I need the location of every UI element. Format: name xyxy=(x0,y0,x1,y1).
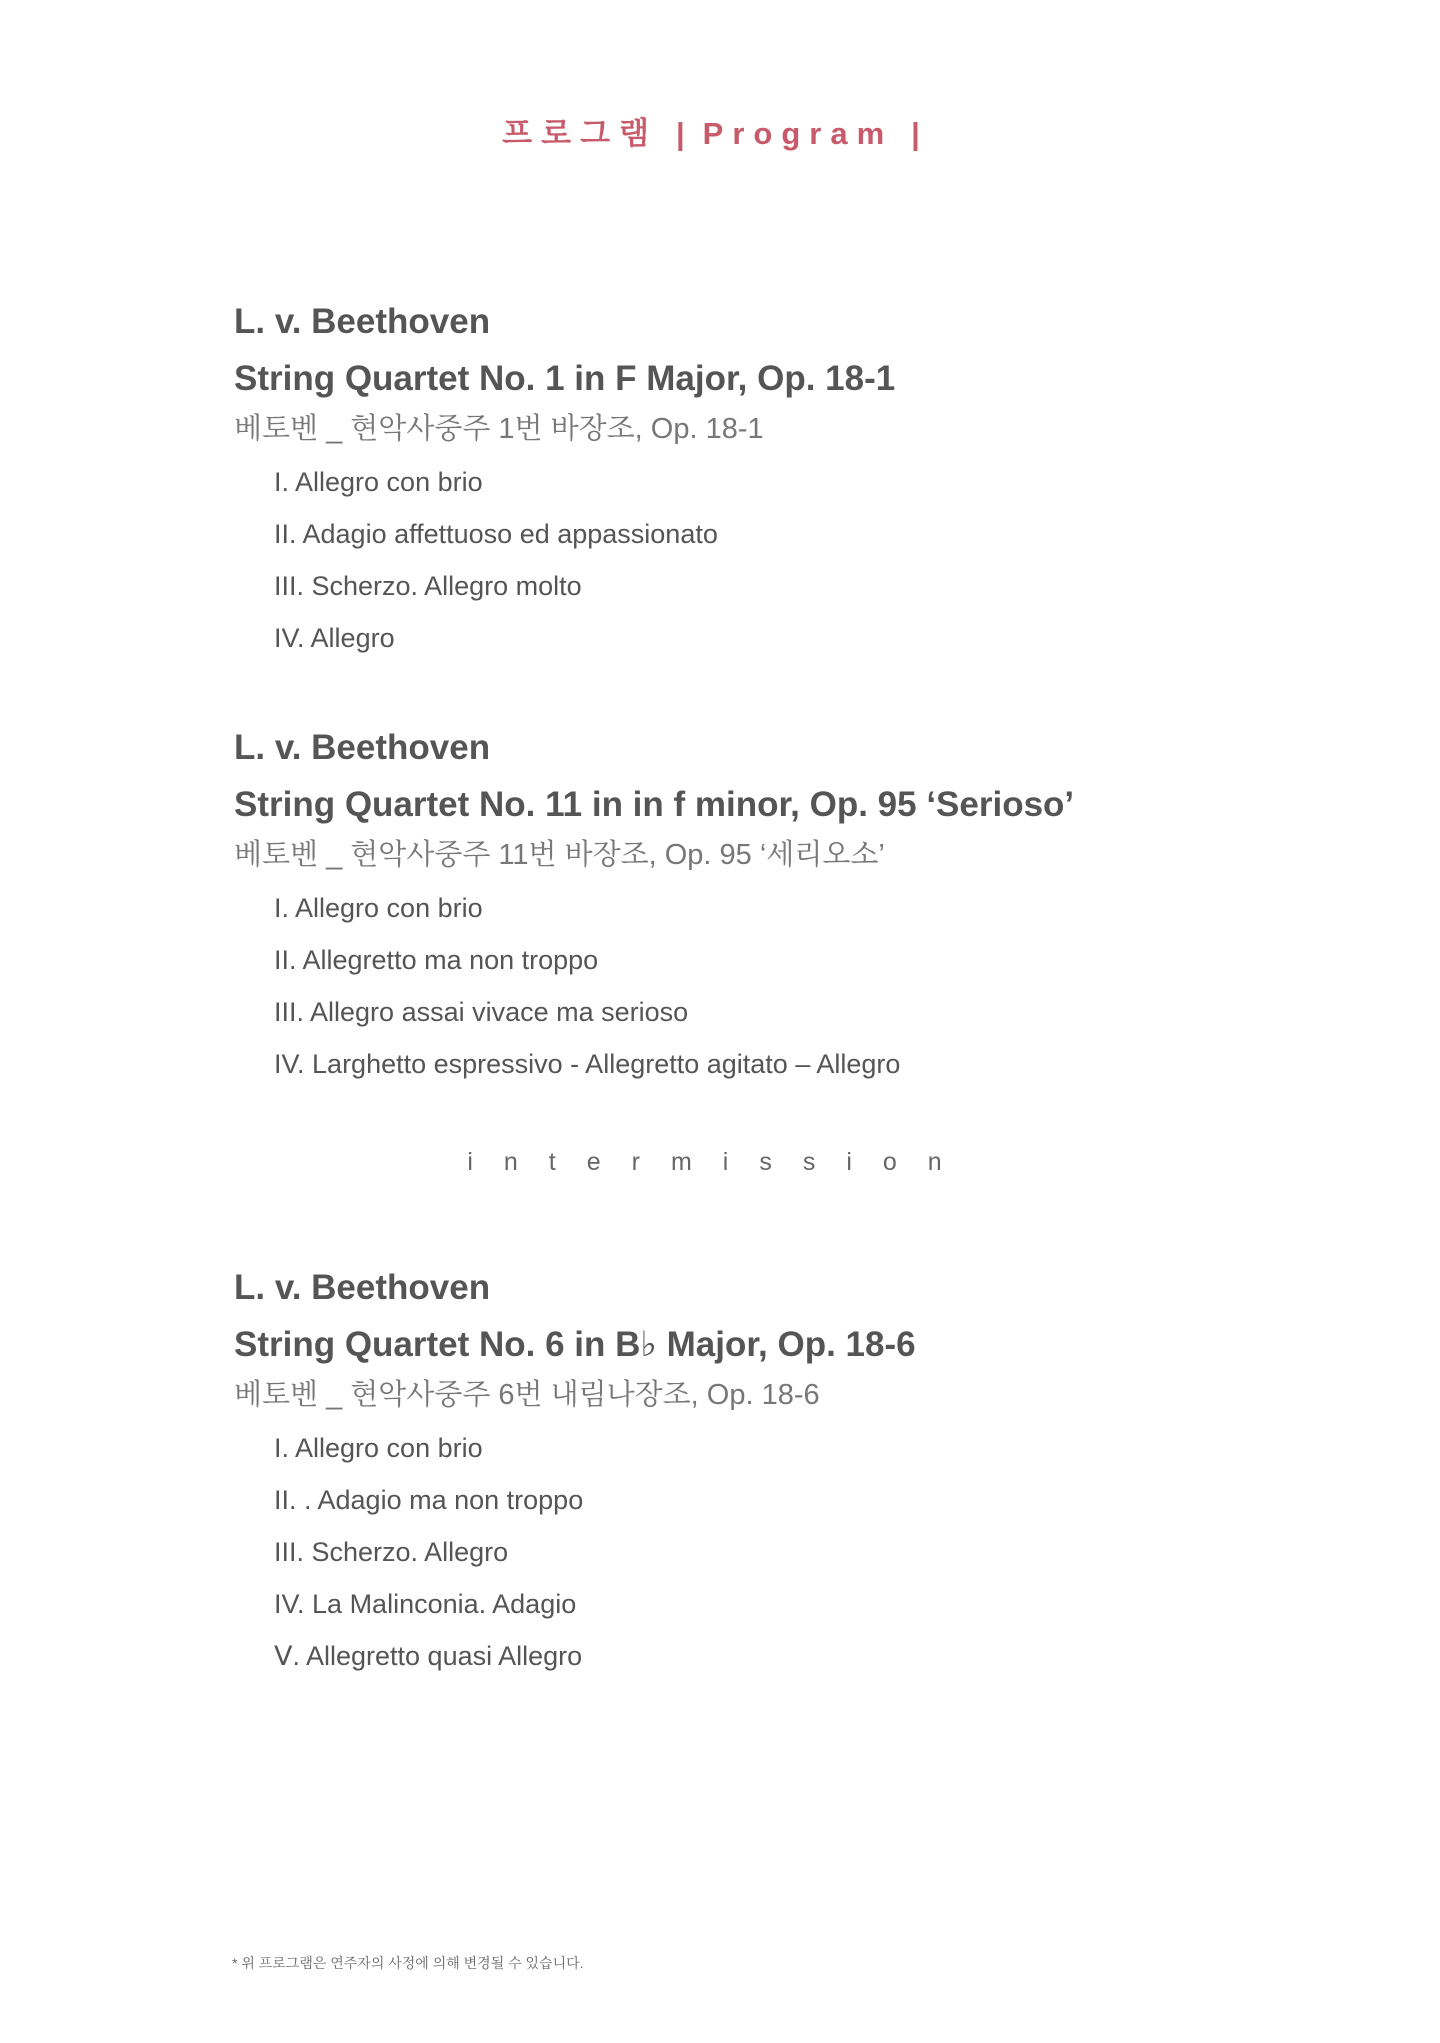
page-title xyxy=(0,108,1440,153)
work-title: String Quartet No. 11 in in f minor, Op. 95 ‘Serioso’ xyxy=(234,785,1075,824)
footnote: * 위 프로그램은 연주자의 사정에 의해 변경될 수 있습니다. xyxy=(232,1955,584,1971)
movement-item: II. Adagio affettuoso ed appassionato xyxy=(274,519,718,549)
program-section-2 xyxy=(234,728,1234,1081)
work-korean-title: 베토벤 _ 현악사중주 11번 바장조, Op. 95 ‘세리오소’ xyxy=(234,839,885,871)
program-section-1 xyxy=(234,302,1234,655)
program-section-3 xyxy=(234,1268,1234,1673)
composer-name: L. v. Beethoven xyxy=(234,1268,491,1307)
movement-item: IV. La Malinconia. Adagio xyxy=(274,1589,577,1619)
movement-list xyxy=(234,465,1234,655)
movement-item: II. Allegretto ma non troppo xyxy=(274,945,599,975)
movement-item: III. Allegro assai vivace ma serioso xyxy=(274,997,689,1027)
movement-item: IV. Allegro xyxy=(274,623,395,653)
movement-item: II. . Adagio ma non troppo xyxy=(274,1485,584,1515)
composer-name: L. v. Beethoven xyxy=(234,728,491,767)
movement-item: IV. Larghetto espressivo - Allegretto agitato – Allegro xyxy=(274,1049,901,1079)
work-title: String Quartet No. 6 in B♭ Major, Op. 18-6 xyxy=(234,1325,916,1364)
title-closing-bar: | xyxy=(911,116,920,151)
movement-list xyxy=(234,1431,1234,1673)
work-korean-title: 베토벤 _ 현악사중주 1번 바장조, Op. 18-1 xyxy=(234,413,764,445)
title-english: Program xyxy=(702,116,894,151)
movement-item: III. Scherzo. Allegro xyxy=(274,1537,509,1567)
composer-name: L. v. Beethoven xyxy=(234,302,491,341)
movement-item: I. Allegro con brio xyxy=(274,467,483,497)
title-separator: | xyxy=(675,116,685,151)
intermission-label: intermission xyxy=(467,1148,973,1176)
work-title: String Quartet No. 1 in F Major, Op. 18-1 xyxy=(234,359,896,398)
movement-item: III. Scherzo. Allegro molto xyxy=(274,571,582,601)
movement-list xyxy=(234,891,1234,1081)
title-korean: 프로그램 xyxy=(502,116,658,151)
movement-item: I. Allegro con brio xyxy=(274,1433,483,1463)
movement-item: Ⅴ. Allegretto quasi Allegro xyxy=(274,1641,583,1671)
work-korean-title: 베토벤 _ 현악사중주 6번 내림나장조, Op. 18-6 xyxy=(234,1379,820,1411)
movement-item: I. Allegro con brio xyxy=(274,893,483,923)
